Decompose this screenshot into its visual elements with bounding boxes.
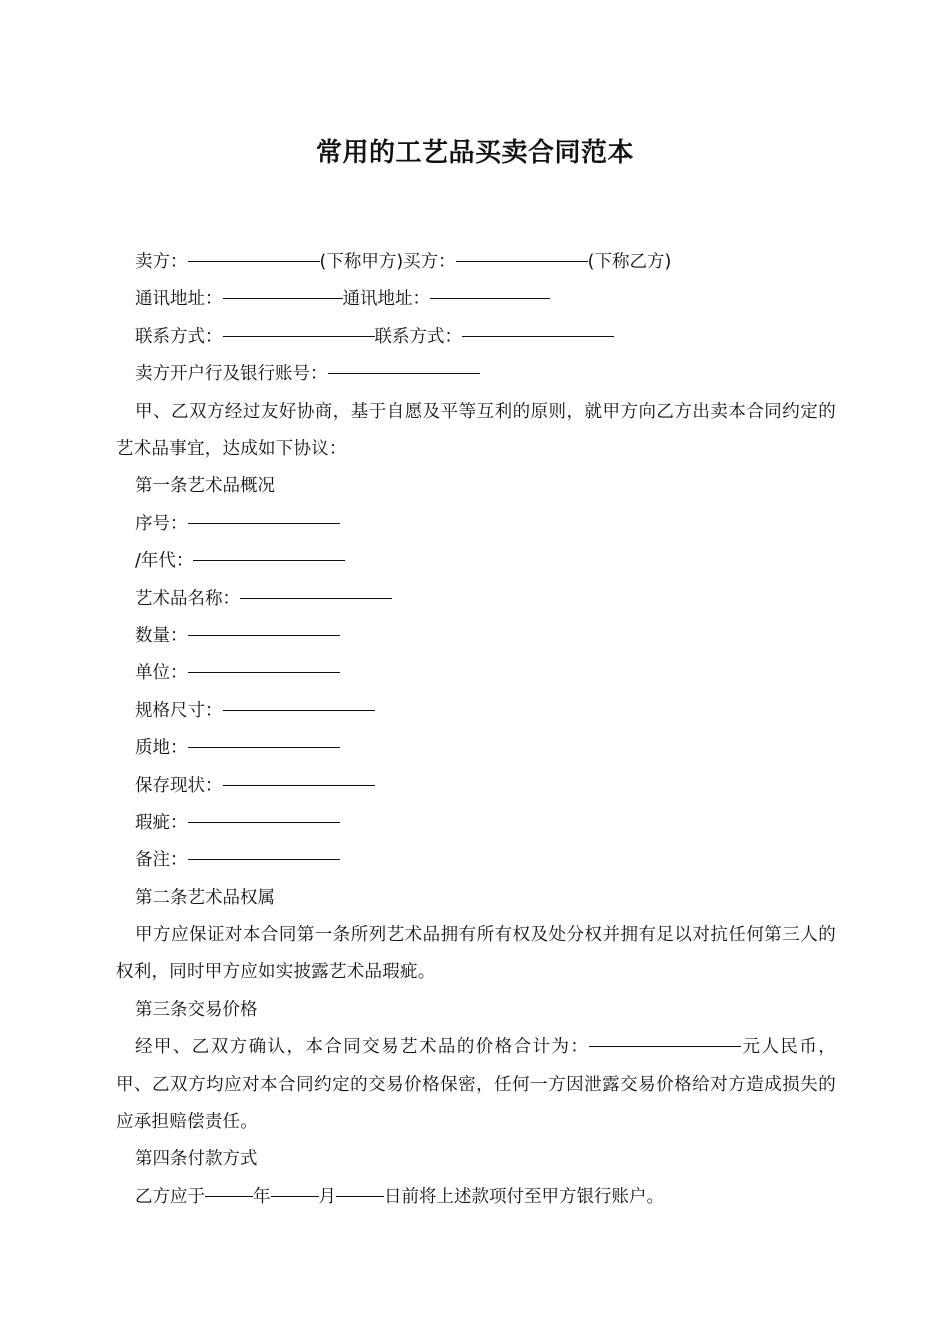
field-label: /年代： [135,551,194,572]
buyer-address-blank[interactable] [430,297,550,299]
article3-heading: 第三条交易价格 [135,999,258,1020]
article4-heading: 第四条付款方式 [135,1149,258,1170]
buyer-suffix: (下称乙方) [587,252,672,272]
seller-buyer-line [116,244,836,281]
seller-contact-label: 联系方式： [135,326,223,347]
article4-payment-line [116,1179,836,1216]
article1-heading: 第一条艺术品概况 [135,476,275,497]
field-label: 数量： [135,625,188,646]
field-blank[interactable] [188,858,340,860]
field-remarks [116,842,836,879]
seller-contact-blank[interactable] [223,335,375,337]
field-blank[interactable] [188,522,340,524]
document-body [116,244,836,1216]
field-label: 瑕疵： [135,812,188,833]
field-blank[interactable] [188,634,340,636]
bank-account-blank[interactable] [328,372,480,374]
buyer-address-label: 通讯地址： [342,289,430,310]
field-label: 规格尺寸： [135,700,223,721]
field-label: 保存现状： [135,775,223,796]
field-flaws [116,805,836,842]
article3-text-before: 经甲、乙双方确认，本合同交易艺术品的价格合计为： [135,1037,590,1058]
field-material [116,730,836,767]
price-blank[interactable] [589,1045,741,1047]
field-label: 质地： [135,738,188,759]
field-dimensions [116,693,836,730]
seller-suffix: (下称甲方) [319,252,404,272]
buyer-label: 买方： [403,252,456,272]
field-label: 序号： [135,513,188,534]
field-label: 备注： [135,850,188,871]
field-blank[interactable] [240,597,392,599]
article3-paragraph [116,1029,836,1141]
seller-label: 卖方： [135,252,188,272]
field-era [116,543,836,580]
seller-address-blank[interactable] [223,297,343,299]
payment-day-blank[interactable] [336,1195,384,1197]
payment-year-blank[interactable] [205,1195,253,1197]
bank-line [116,356,836,393]
payment-year-label: 年 [253,1186,271,1207]
intro-paragraph: 甲、乙双方经过友好协商，基于自愿及平等互利的原则，就甲方向乙方出卖本合同约定的艺术品事宜，达成如下协议： [116,401,836,459]
field-blank[interactable] [188,821,340,823]
payment-text-end: 日前将上述款项付至甲方银行账户。 [384,1186,664,1207]
field-label: 单位： [135,663,188,684]
field-unit [116,655,836,692]
field-blank[interactable] [223,709,375,711]
field-label: 艺术品名称： [135,588,240,609]
buyer-contact-blank[interactable] [462,335,614,337]
field-blank[interactable] [193,559,345,561]
document-title: 常用的工艺品买卖合同范本 [315,138,634,168]
field-condition [116,768,836,805]
payment-text-start: 乙方应于 [135,1186,205,1207]
buyer-name-blank[interactable] [456,260,588,262]
field-quantity [116,618,836,655]
field-blank[interactable] [223,784,375,786]
payment-month-label: 月 [318,1186,336,1207]
field-artwork-name [116,581,836,618]
article3-text-after: 元人民币，甲、乙双方均应对本合同约定的交易价格保密，任何一方因泄露交易价格给对方造成损失的应承担赔偿责任。 [116,1037,836,1133]
address-line [116,281,836,318]
seller-name-blank[interactable] [188,260,320,262]
seller-address-label: 通讯地址： [135,289,223,310]
field-blank[interactable] [188,671,340,673]
article2-paragraph: 甲方应保证对本合同第一条所列艺术品拥有所有权及处分权并拥有足以对抗任何第三人的权利，同时甲方应如实披露艺术品瑕疵。 [116,925,836,983]
field-serial [116,506,836,543]
contact-line [116,319,836,356]
buyer-contact-label: 联系方式： [374,326,462,347]
article2-heading: 第二条艺术品权属 [135,887,275,908]
field-blank[interactable] [188,746,340,748]
bank-label: 卖方开户行及银行账号： [135,364,328,385]
payment-month-blank[interactable] [271,1195,319,1197]
